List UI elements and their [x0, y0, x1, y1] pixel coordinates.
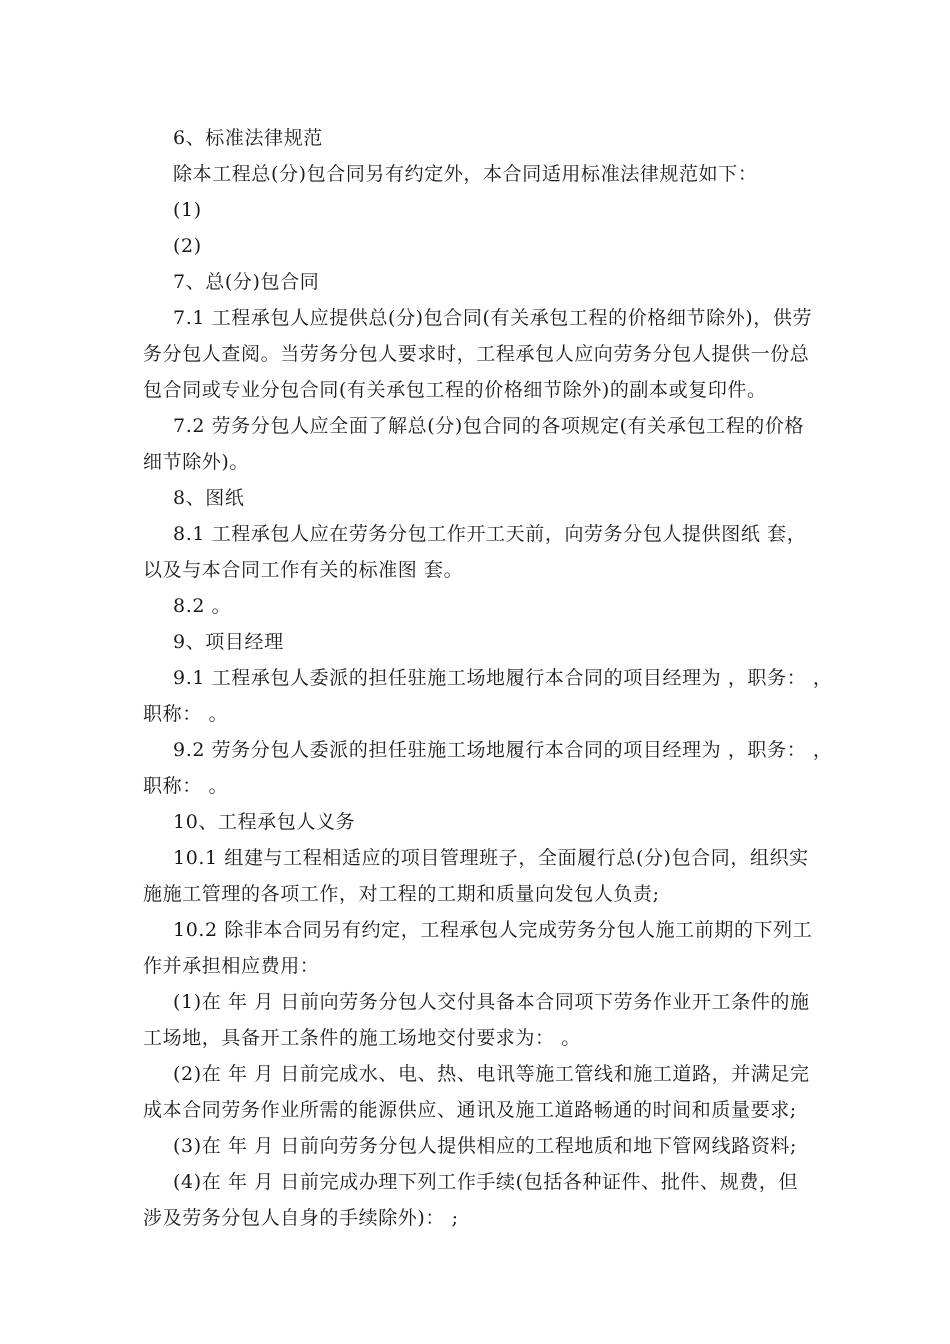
text-line: 职称： 。: [143, 703, 229, 725]
text-line: 9、项目经理: [173, 631, 284, 653]
text-line: 成本合同劳务作业所需的能源供应、通讯及施工道路畅通的时间和质量要求;: [143, 1099, 797, 1121]
text-line: 10、工程承包人义务: [173, 811, 356, 833]
text-line: 职称： 。: [143, 775, 229, 797]
text-line: (1): [173, 199, 202, 221]
text-line: 除本工程总(分)包合同另有约定外，本合同适用标准法律规范如下：: [173, 163, 758, 185]
text-line: 7.1 工程承包人应提供总(分)包合同(有关承包工程的价格细节除外)，供劳: [173, 307, 813, 329]
text-line: 7.2 劳务分包人应全面了解总(分)包合同的各项规定(有关承包工程的价格: [173, 415, 805, 437]
text-line: (2): [173, 235, 202, 257]
text-line: (2)在 年 月 日前完成水、电、热、电讯等施工管线和施工道路，并满足完: [173, 1063, 810, 1085]
text-line: 8.2 。: [173, 595, 232, 617]
text-line: 工场地，具备开工条件的施工场地交付要求为： 。: [143, 1027, 581, 1049]
text-line: 8.1 工程承包人应在劳务分包工作开工天前，向劳务分包人提供图纸 套，: [173, 523, 807, 545]
text-line: 包合同或专业分包合同(有关承包工程的价格细节除外)的副本或复印件。: [143, 379, 767, 401]
text-line: 7、总(分)包合同: [173, 271, 320, 293]
text-line: (3)在 年 月 日前向劳务分包人提供相应的工程地质和地下管网线路资料;: [173, 1135, 798, 1157]
text-line: 以及与本合同工作有关的标准图 套。: [143, 559, 464, 581]
text-line: 细节除外)。: [143, 451, 250, 473]
text-line: 作并承担相应费用：: [143, 955, 320, 977]
text-line: (4)在 年 月 日前完成办理下列工作手续(包括各种证件、批件、规费，但: [173, 1171, 799, 1193]
text-line: 6、标准法律规范: [173, 127, 323, 149]
text-line: 施施工管理的各项工作，对工程的工期和质量向发包人负责;: [143, 883, 660, 905]
text-line: (1)在 年 月 日前向劳务分包人交付具备本合同项下劳务作业开工条件的施: [173, 991, 810, 1013]
text-line: 10.2 除非本合同另有约定，工程承包人完成劳务分包人施工前期的下列工: [173, 919, 813, 941]
text-line: 涉及劳务分包人自身的手续除外)： ;: [143, 1207, 459, 1229]
document-body: [143, 120, 833, 1236]
text-line: 务分包人查阅。当劳务分包人要求时，工程承包人应向劳务分包人提供一份总: [143, 343, 810, 365]
text-line: 9.1 工程承包人委派的担任驻施工场地履行本合同的项目经理为 ，职务： ，: [173, 667, 833, 689]
text-line: 8、图纸: [173, 487, 245, 509]
text-line: 9.2 劳务分包人委派的担任驻施工场地履行本合同的项目经理为 ，职务： ，: [173, 739, 833, 761]
text-line: 10.1 组建与工程相适应的项目管理班子，全面履行总(分)包合同，组织实: [173, 847, 809, 869]
